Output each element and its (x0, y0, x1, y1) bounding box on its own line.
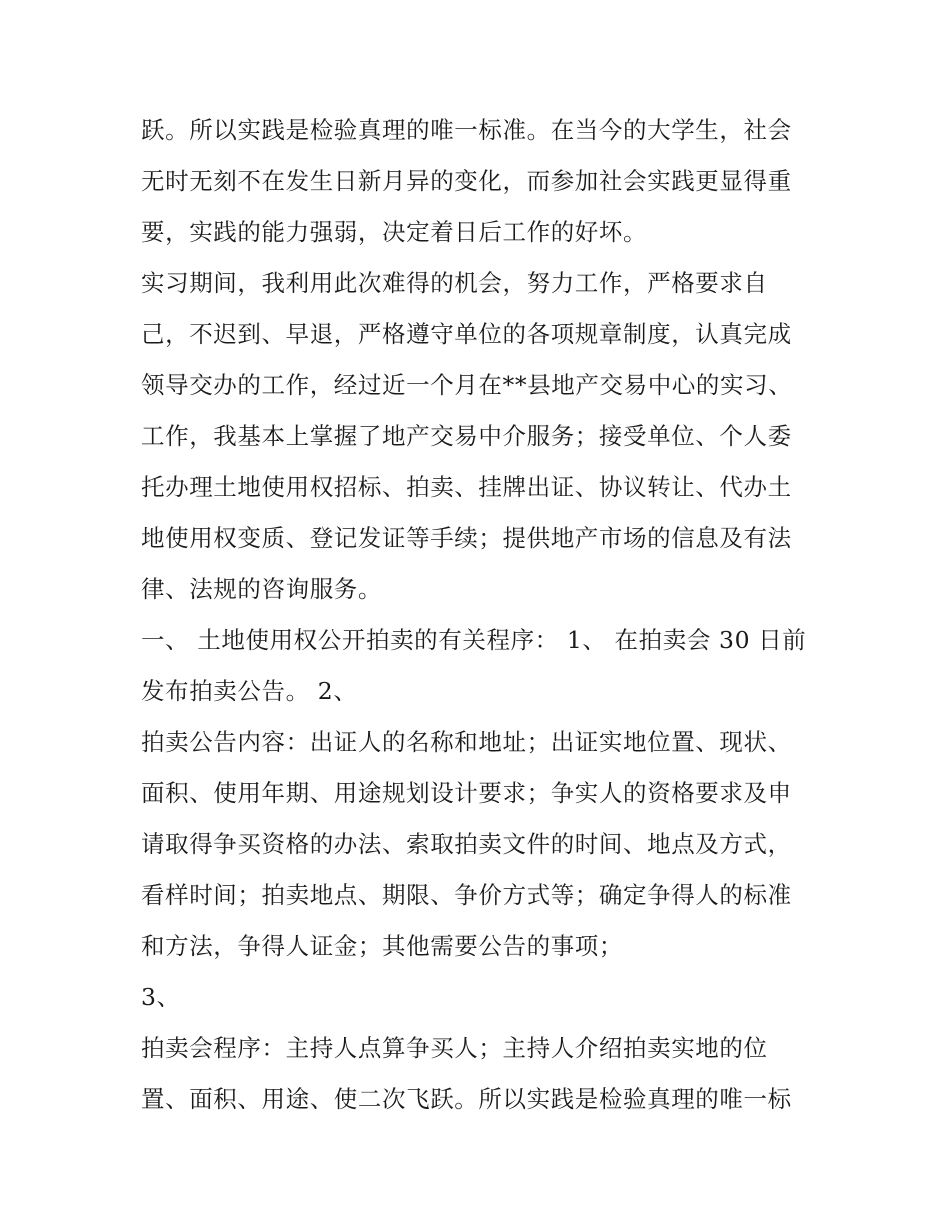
document-body (141, 108, 821, 1128)
text-line: 一、 土地使用权公开拍卖的有关程序： 1、 在拍卖会 30 日前 (141, 626, 807, 654)
text-line: 领导交办的工作，经过近一个月在**县地产交易中心的实习、 (141, 371, 793, 399)
text-line: 3、 (141, 983, 181, 1011)
text-line: 工作，我基本上掌握了地产交易中介服务；接受单位、个人委 (141, 422, 792, 450)
text-line: 律、法规的咨询服务。 (141, 575, 382, 603)
text-line: 地使用权变质、登记发证等手续；提供地产市场的信息及有法 (141, 524, 792, 552)
text-line: 和方法，争得人证金；其他需要公告的事项； (141, 932, 623, 960)
text-line: 看样时间；拍卖地点、期限、争价方式等；确定争得人的标准 (141, 881, 792, 909)
text-line: 拍卖公告内容：出证人的名称和地址；出证实地位置、现状、 (141, 728, 792, 756)
text-line: 跃。所以实践是检验真理的唯一标准。在当今的大学生，社会 (141, 116, 792, 144)
text-line: 发布拍卖公告。 2、 (141, 677, 358, 705)
text-line: 置、面积、用途、使二次飞跃。所以实践是检验真理的唯一标 (141, 1085, 792, 1113)
text-line: 要，实践的能力强弱，决定着日后工作的好坏。 (141, 218, 648, 246)
text-line: 实习期间，我利用此次难得的机会，努力工作，严格要求自 (141, 269, 768, 297)
text-line: 请取得争买资格的办法、索取拍卖文件的时间、地点及方式， (141, 830, 792, 858)
text-line: 托办理土地使用权招标、拍卖、挂牌出证、协议转让、代办土 (141, 473, 792, 501)
text-line: 己，不迟到、早退，严格遵守单位的各项规章制度，认真完成 (141, 320, 792, 348)
text-line: 面积、使用年期、用途规划设计要求；争实人的资格要求及申 (141, 779, 792, 807)
text-line: 无时无刻不在发生日新月异的变化，而参加社会实践更显得重 (141, 167, 792, 195)
text-line: 拍卖会程序：主持人点算争买人；主持人介绍拍卖实地的位 (141, 1034, 768, 1062)
